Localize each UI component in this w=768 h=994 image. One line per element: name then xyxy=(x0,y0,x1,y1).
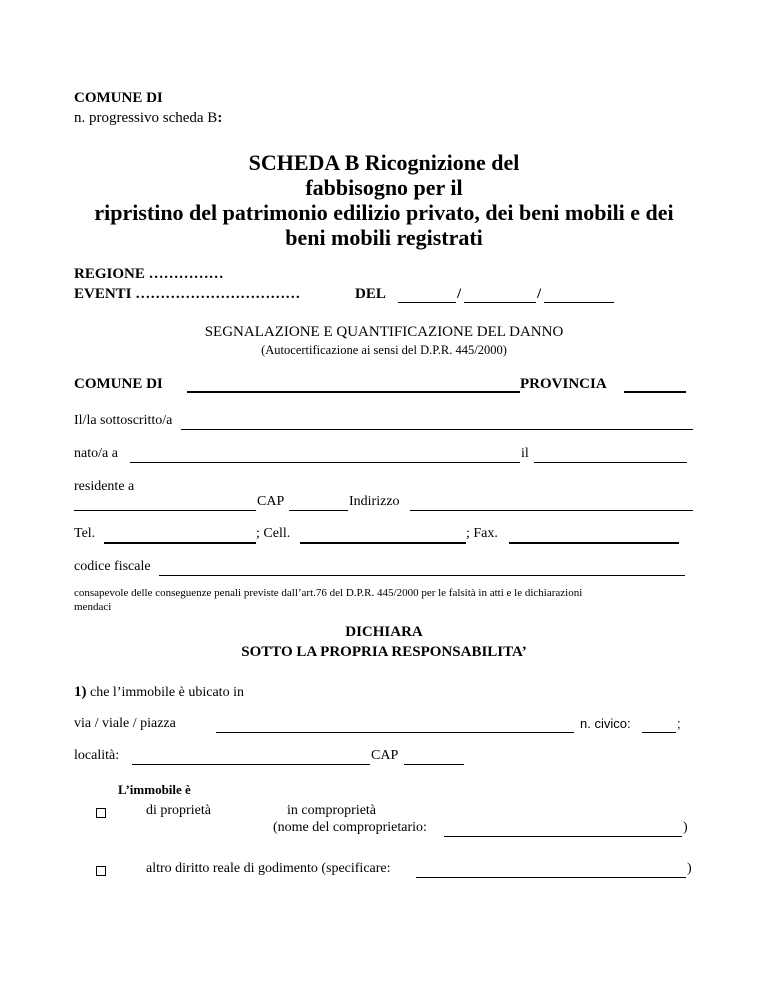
residente-cap-field[interactable] xyxy=(289,510,348,511)
del-month-field[interactable] xyxy=(464,302,536,303)
tel-field[interactable] xyxy=(104,542,256,544)
title-line-2: fabbisogno per il xyxy=(305,175,463,200)
proprieta-checkbox[interactable] xyxy=(96,808,106,818)
sottoscritto-field[interactable] xyxy=(181,429,693,430)
proprieta-label: di proprietà xyxy=(146,803,211,818)
comproprietario-field[interactable] xyxy=(444,836,682,837)
title-line-1: SCHEDA B Ricognizione del xyxy=(248,150,520,175)
title-line-4: beni mobili registrati xyxy=(285,225,483,250)
provincia-field[interactable] xyxy=(624,391,686,393)
del-day-field[interactable] xyxy=(398,302,456,303)
altro-diritto-field[interactable] xyxy=(416,877,686,878)
form-comune-label: COMUNE DI xyxy=(74,376,163,392)
del-sep-2: / xyxy=(537,286,542,302)
point1-text: che l’immobile è ubicato in xyxy=(90,685,244,700)
cell-label: ; Cell. xyxy=(256,526,291,541)
cell-field[interactable] xyxy=(300,542,466,544)
nato-field[interactable] xyxy=(130,462,520,463)
dichiara-heading: DICHIARA xyxy=(345,624,423,640)
tel-label: Tel. xyxy=(74,526,96,541)
localita-field[interactable] xyxy=(132,764,370,765)
birthdate-field[interactable] xyxy=(534,462,687,463)
indirizzo-field[interactable] xyxy=(410,510,693,511)
progressivo-colon: : xyxy=(217,110,223,126)
indirizzo-label: Indirizzo xyxy=(349,494,400,509)
del-label: DEL xyxy=(355,286,386,302)
dichiara-subheading: SOTTO LA PROPRIA RESPONSABILITA’ xyxy=(241,644,527,660)
altro-diritto-label: altro diritto reale di godimento (specificare: xyxy=(146,861,391,876)
progressivo-label xyxy=(74,110,222,127)
il-label: il xyxy=(521,446,529,461)
altro-diritto-checkbox[interactable] xyxy=(96,866,106,876)
civico-field[interactable] xyxy=(642,732,676,733)
point1-number: 1) xyxy=(74,684,87,700)
provincia-label: PROVINCIA xyxy=(520,376,607,392)
del-year-field[interactable] xyxy=(544,302,614,303)
localita-cap-field[interactable] xyxy=(404,764,464,765)
section-heading: SEGNALAZIONE E QUANTIFICAZIONE DEL DANNO xyxy=(204,324,564,340)
residente-label: residente a xyxy=(74,479,135,494)
regione-dots: …………… xyxy=(148,266,224,282)
title-line-3: ripristino del patrimonio edilizio privato, dei beni mobili e dei xyxy=(94,200,674,225)
regione-label: REGIONE xyxy=(74,266,145,282)
residente-field[interactable] xyxy=(74,510,256,511)
comproprietario-note: (nome del comproprietario: xyxy=(273,820,427,835)
residente-cap-label: CAP xyxy=(257,494,285,509)
localita-cap-label: CAP xyxy=(371,748,399,763)
eventi-dots: …………………………… xyxy=(135,286,301,302)
point1-row xyxy=(74,684,244,701)
section-subheading: (Autocertificazione ai sensi del D.P.R. 445/2000) xyxy=(261,343,507,357)
cf-field[interactable] xyxy=(159,575,685,576)
comproprietario-close: ) xyxy=(683,820,688,835)
consapevole-text-2: mendaci xyxy=(74,601,112,613)
consapevole-text: consapevole delle conseguenze penali previste dall’art.76 del D.P.R. 445/2000 per le falsità in atti e le dichiarazioni xyxy=(74,587,583,599)
comproprieta-label: in comproprietà xyxy=(287,803,377,818)
comune-heading: COMUNE DI xyxy=(74,90,163,106)
sottoscritto-label: Il/la sottoscritto/a xyxy=(74,413,173,428)
altro-diritto-close: ) xyxy=(687,861,692,876)
civico-end: ; xyxy=(677,716,681,731)
comune-field[interactable] xyxy=(187,391,520,393)
regione-row xyxy=(74,266,224,283)
via-field[interactable] xyxy=(216,732,574,733)
eventi-row xyxy=(74,286,300,303)
fax-label: ; Fax. xyxy=(466,526,498,541)
via-label: via / viale / piazza xyxy=(74,716,176,731)
fax-field[interactable] xyxy=(509,542,679,544)
immobile-heading: L’immobile è xyxy=(118,782,191,797)
civico-label: n. civico: xyxy=(580,716,631,731)
nato-label: nato/a a xyxy=(74,446,118,461)
del-sep-1: / xyxy=(457,286,462,302)
progressivo-text: n. progressivo scheda B xyxy=(74,110,218,126)
localita-label: località: xyxy=(74,748,120,763)
cf-label: codice fiscale xyxy=(74,559,151,574)
eventi-label: EVENTI xyxy=(74,286,132,302)
